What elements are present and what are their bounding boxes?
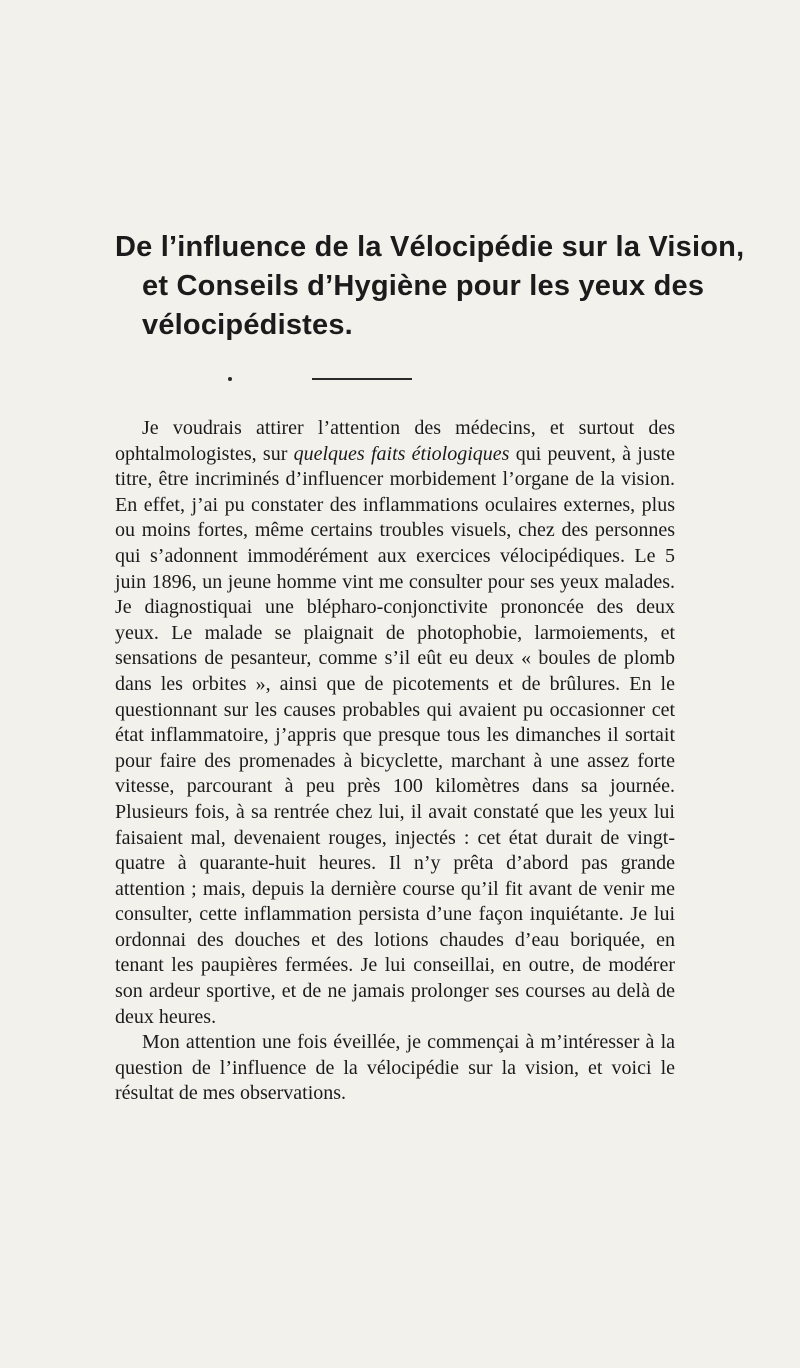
title-line-2: et Conseils d’Hygiène pour les yeux des [142, 270, 705, 302]
paragraph-1-text-b: qui peuvent, à juste titre, être incriminés d’influencer morbidement l’organe de la vision. En effet, j’ai pu constater des inflammations oculaires externes, plus ou moins fortes, même certains troubles visuels, chez des personnes qui s’adonnent immodérément aux exercices vélocipédiques. Le 5 juin 1896, un jeune homme vint me consulter pour ses yeux malades. Je diagnostiquai une blépharo-conjonctivite prononcée des deux yeux. Le malade se plaignait de photophobie, larmoiements, et sensations de pesanteur, comme s’il eût eu deux « boules de plomb dans les orbites », ainsi que de picotements et de brûlures. En le questionnant sur les causes probables qui avaient pu occasionner cet état inflammatoire, j’appris que presque tous les dimanches il sortait pour faire des promenades à bicyclette, marchant à une assez forte vitesse, parcourant à peu près 100 kilomètres dans sa journée. Plusieurs fois, à sa rentrée chez lui, il avait constaté que les yeux lui faisaient mal, devenaient rouges, injectés : cet état durait de vingt-quatre à quarante-huit heures. Il n’y prêta d’abord pas grande attention ; mais, depuis la dernière course qu’il fit avant de venir me consulter, cette inflammation persista d’une façon inquiétante. Je lui ordonnai des douches et des lotions chaudes d’eau boriquée, en tenant les paupières fermées. Je lui conseillai, en outre, de modérer son ardeur sportive, et de ne jamais prolonger ses courses au delà de deux heures. [115, 442, 675, 1028]
article-body [115, 416, 675, 1107]
title-separator-rule [312, 378, 412, 380]
paragraph-1-italic: quelques faits étiologiques [293, 442, 510, 465]
title-line-1: De l’influence de la Vélocipédie sur la Vision, [115, 231, 745, 263]
article-title [115, 228, 745, 345]
paragraph-2: Mon attention une fois éveillée, je commençai à m’intéresser à la question de l’influence de la vélocipédie sur la vision, et voici le résultat de mes observations. [115, 1031, 675, 1105]
paragraph-1-text-a: Je voudrais attirer l’attention des médecins, et surtout des ophtalmologistes, sur [115, 417, 675, 465]
paragraph-1 [115, 416, 675, 1030]
title-line-3: vélocipédistes. [142, 309, 353, 341]
printer-dot [228, 377, 232, 381]
